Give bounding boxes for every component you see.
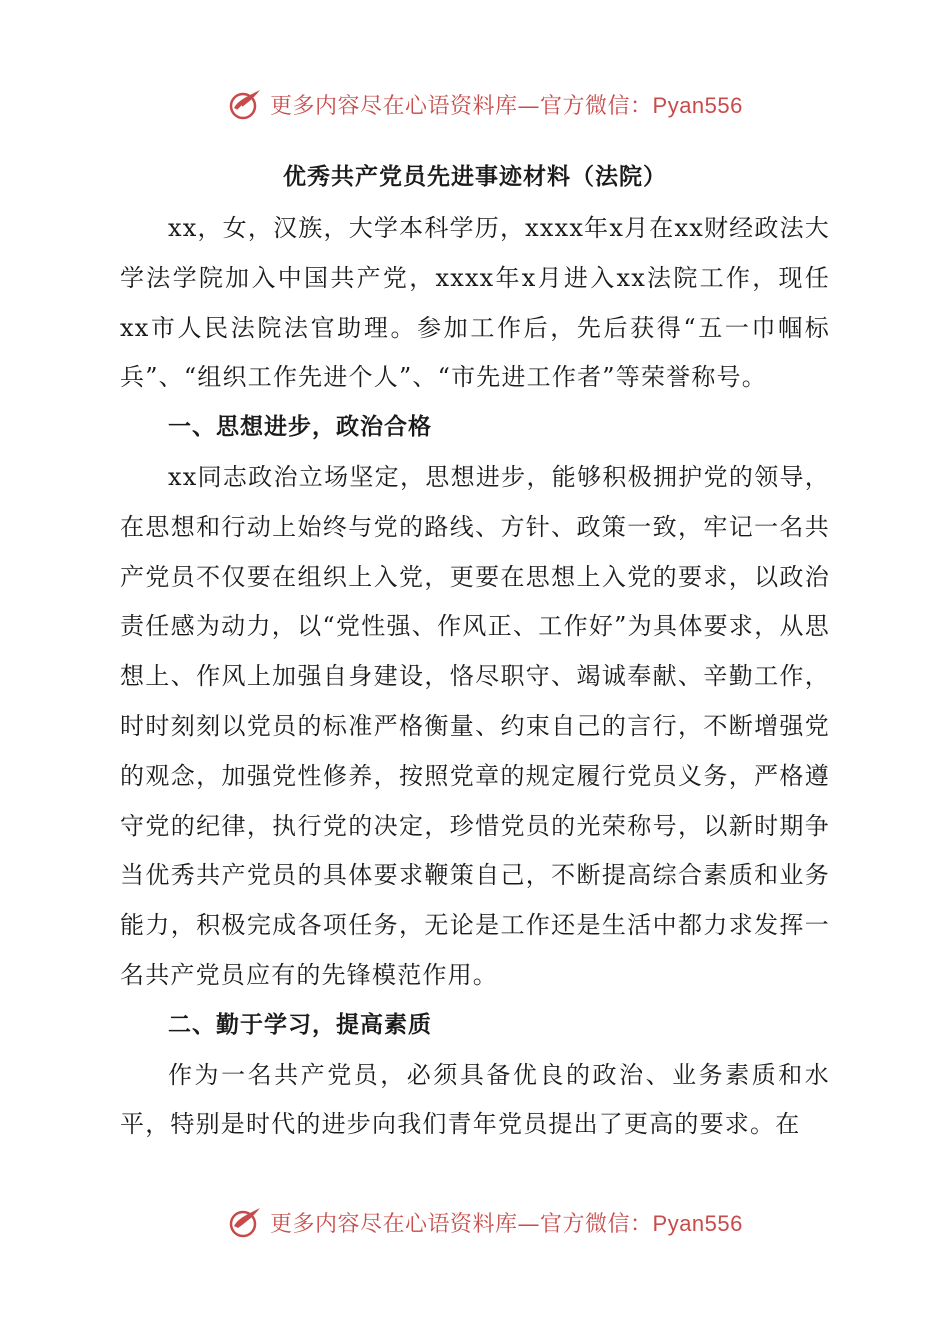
intro-paragraph: xx，女，汉族，大学本科学历，xxxx年x月在xx财经政法大学法学院加入中国共产党，xxxx年x月进入xx法院工作，现任xx市人民法院法官助理。参加工作后，先后获得“五一巾帼标兵”、“组织工作先进个人”、“市先进工作者”等荣誉称号。 [120,214,830,392]
watermark-text: 更多内容尽在心语资料库—官方微信：Pyan556 [270,92,743,119]
quill-logo-icon [228,1204,264,1240]
footer-watermark [228,1204,743,1240]
document-body [120,204,830,1150]
section-2-heading: 二、勤于学习，提高素质 [168,1011,432,1038]
quill-logo-icon [228,86,264,122]
watermark-text: 更多内容尽在心语资料库—官方微信：Pyan556 [270,1210,743,1237]
header-watermark [228,84,743,124]
document-title: 优秀共产党员先进事迹材料（法院） [283,164,667,190]
section-1-paragraph: xx同志政治立场坚定，思想进步，能够积极拥护党的领导，在思想和行动上始终与党的路线、方针、政策一致，牢记一名共产党员不仅要在组织上入党，更要在思想上入党的要求，以政治责任感为动力，以“党性强、作风正、工作好”为具体要求，从思想上、作风上加强自身建设，恪尽职守、竭诚奉献、辛勤工作，时时刻刻以党员的标准严格衡量、约束自己的言行，不断增强党的观念，加强党性修养，按照党章的规定履行党员义务，严格遵守党的纪律，执行党的决定，珍惜党员的光荣称号，以新时期争当优秀共产党员的具体要求鞭策自己，不断提高综合素质和业务能力，积极完成各项任务，无论是工作还是生活中都力求发挥一名共产党员应有的先锋模范作用。 [120,462,830,989]
section-1-heading: 一、思想进步，政治合格 [168,414,432,441]
wechat-id: Pyan556 [652,1210,743,1236]
section-2-paragraph: 作为一名共产党员，必须具备优良的政治、业务素质和水平，特别是时代的进步向我们青年党员提出了更高的要求。在 [120,1060,830,1139]
wechat-id: Pyan556 [652,92,743,118]
